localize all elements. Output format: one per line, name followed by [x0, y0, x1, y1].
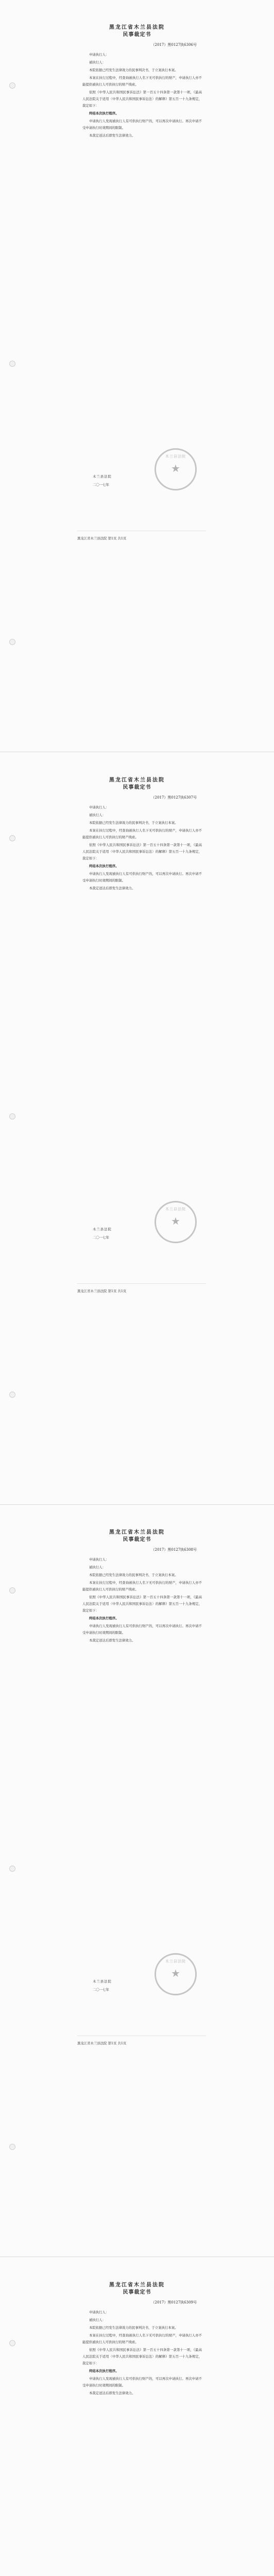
- document-page: [0, 0, 274, 752]
- star-icon: ★: [171, 1967, 180, 1979]
- court-name: 黑龙江省木兰县法院: [109, 2282, 165, 2288]
- body-paragraph: 本案在执行过程中，经查询被执行人名下无可供执行的财产，申请执行人亦不能提供被执行人可供执行的财产线索。: [82, 2333, 202, 2344]
- body-paragraph: 本裁定送达后即发生法律效力。: [89, 2391, 135, 2395]
- case-number: （2017）黑0127执6307号: [151, 795, 197, 800]
- signature-date: 二〇一七年: [93, 1235, 109, 1240]
- body-paragraph: 本院依据已经发生法律效力的民事判决书，于立案执行本案。: [89, 2326, 178, 2330]
- body-paragraph: 本裁定送达后即发生法律效力。: [89, 886, 135, 890]
- star-icon: ★: [171, 1215, 180, 1227]
- binding-hole: [9, 1866, 15, 1872]
- document-title: 民事裁定书: [123, 785, 151, 790]
- seal-text: 木兰县法院: [165, 454, 186, 459]
- body-paragraph: 申请执行人：: [89, 53, 109, 57]
- body-paragraph: 本案在执行过程中，经查询被执行人名下无可供执行的财产，申请执行人亦不能提供被执行人可供执行的财产线索。: [82, 1581, 202, 1591]
- page-footer: 黑龙江省木兰县法院 第1页 共1页: [77, 536, 127, 540]
- court-seal: [155, 1201, 197, 1243]
- court-seal: [155, 448, 197, 490]
- binding-hole: [9, 2144, 15, 2150]
- body-paragraph: 被执行人：: [89, 2318, 106, 2322]
- signature-court: 木兰县法院: [93, 474, 112, 479]
- body-paragraph: 本院依据已经发生法律效力的民事判决书，于立案执行本案。: [89, 1573, 178, 1577]
- body-paragraph: 被执行人：: [89, 813, 106, 817]
- signature-date: 二〇一七年: [93, 1988, 109, 1992]
- body-paragraph: 申请执行人：: [89, 1557, 109, 1562]
- binding-hole: [9, 2340, 15, 2346]
- binding-hole: [9, 1113, 15, 1120]
- document-title: 民事裁定书: [123, 32, 151, 38]
- document-title: 民事裁定书: [123, 2290, 151, 2295]
- document-body: [82, 1556, 202, 1645]
- document-title: 民事裁定书: [123, 1537, 151, 1543]
- body-paragraph: 终结本次执行程序。: [89, 1616, 119, 1620]
- footer-divider: [77, 1283, 206, 1284]
- binding-hole: [9, 82, 15, 89]
- star-icon: ★: [171, 462, 180, 474]
- body-paragraph: 申请执行人发现被执行人有可供执行财产的，可以再次申请执行。再次申请不受申请执行时效期间的限制。: [82, 872, 202, 883]
- signature-date: 二〇一七年: [93, 483, 109, 487]
- document-page: [0, 753, 274, 1505]
- document-body: [82, 2309, 202, 2398]
- body-paragraph: 终结本次执行程序。: [89, 111, 119, 115]
- document-page: [0, 1505, 274, 2257]
- binding-hole: [9, 1587, 15, 1594]
- body-paragraph: 依照《中华人民共和国民事诉讼法》第一百五十四条第一款第十一项，《最高人民法院关于适用〈中华人民共和国民事诉讼法〉的解释》第五百一十九条规定，裁定如下：: [82, 2348, 202, 2365]
- body-paragraph: 本裁定送达后即发生法律效力。: [89, 133, 135, 138]
- body-paragraph: 本案在执行过程中，经查询被执行人名下无可供执行的财产，申请执行人亦不能提供被执行人可供执行的财产线索。: [82, 828, 202, 839]
- body-paragraph: 依照《中华人民共和国民事诉讼法》第一百五十四条第一款第十一项，《最高人民法院关于适用〈中华人民共和国民事诉讼法〉的解释》第五百一十九条规定，裁定如下：: [82, 1595, 202, 1613]
- document-body: [82, 804, 202, 893]
- document-body: [82, 52, 202, 140]
- page-footer: 黑龙江省木兰县法院 第1页 共1页: [77, 1289, 127, 1293]
- signature-court: 木兰县法院: [93, 1979, 112, 1984]
- body-paragraph: 申请执行人发现被执行人有可供执行财产的，可以再次申请执行。再次申请不受申请执行时效期间的限制。: [82, 119, 202, 130]
- body-paragraph: 终结本次执行程序。: [89, 864, 119, 868]
- body-paragraph: 依照《中华人民共和国民事诉讼法》第一百五十四条第一款第十一项，《最高人民法院关于适用〈中华人民共和国民事诉讼法〉的解释》第五百一十九条规定，裁定如下：: [82, 843, 202, 860]
- body-paragraph: 被执行人：: [89, 60, 106, 64]
- court-seal: [155, 1953, 197, 1995]
- body-paragraph: 本院依据已经发生法律效力的民事判决书，于立案执行本案。: [89, 821, 178, 825]
- body-paragraph: 本院依据已经发生法律效力的民事判决书，于立案执行本案。: [89, 68, 178, 72]
- body-paragraph: 本裁定送达后即发生法律效力。: [89, 1638, 135, 1642]
- case-number: （2017）黑0127执6308号: [151, 1548, 197, 1552]
- body-paragraph: 申请执行人发现被执行人有可供执行财产的，可以再次申请执行。再次申请不受申请执行时效期间的限制。: [82, 2377, 202, 2387]
- case-number: （2017）黑0127执6306号: [151, 43, 197, 47]
- document-page: [0, 2258, 274, 2576]
- case-number: （2017）黑0127执6309号: [151, 2300, 197, 2304]
- body-paragraph: 依照《中华人民共和国民事诉讼法》第一百五十四条第一款第十一项，《最高人民法院关于适用〈中华人民共和国民事诉讼法〉的解释》第五百一十九条规定，裁定如下：: [82, 90, 202, 108]
- body-paragraph: 被执行人：: [89, 1565, 106, 1569]
- binding-hole: [9, 1392, 15, 1398]
- court-name: 黑龙江省木兰县法院: [109, 25, 165, 30]
- body-paragraph: 申请执行人发现被执行人有可供执行财产的，可以再次申请执行。再次申请不受申请执行时效期间的限制。: [82, 1624, 202, 1635]
- seal-text: 木兰县法院: [165, 1207, 186, 1211]
- binding-hole: [9, 835, 15, 841]
- body-paragraph: 终结本次执行程序。: [89, 2369, 119, 2373]
- court-name: 黑龙江省木兰县法院: [109, 777, 165, 783]
- seal-text: 木兰县法院: [165, 1959, 186, 1963]
- binding-hole: [9, 361, 15, 367]
- body-paragraph: 申请执行人：: [89, 805, 109, 809]
- body-paragraph: 本案在执行过程中，经查询被执行人名下无可供执行的财产，申请执行人亦不能提供被执行人可供执行的财产线索。: [82, 76, 202, 87]
- binding-hole: [9, 639, 15, 645]
- body-paragraph: 申请执行人：: [89, 2310, 109, 2314]
- page-footer: 黑龙江省木兰县法院 第1页 共1页: [77, 2041, 127, 2045]
- court-name: 黑龙江省木兰县法院: [109, 1530, 165, 1535]
- signature-court: 木兰县法院: [93, 1227, 112, 1231]
